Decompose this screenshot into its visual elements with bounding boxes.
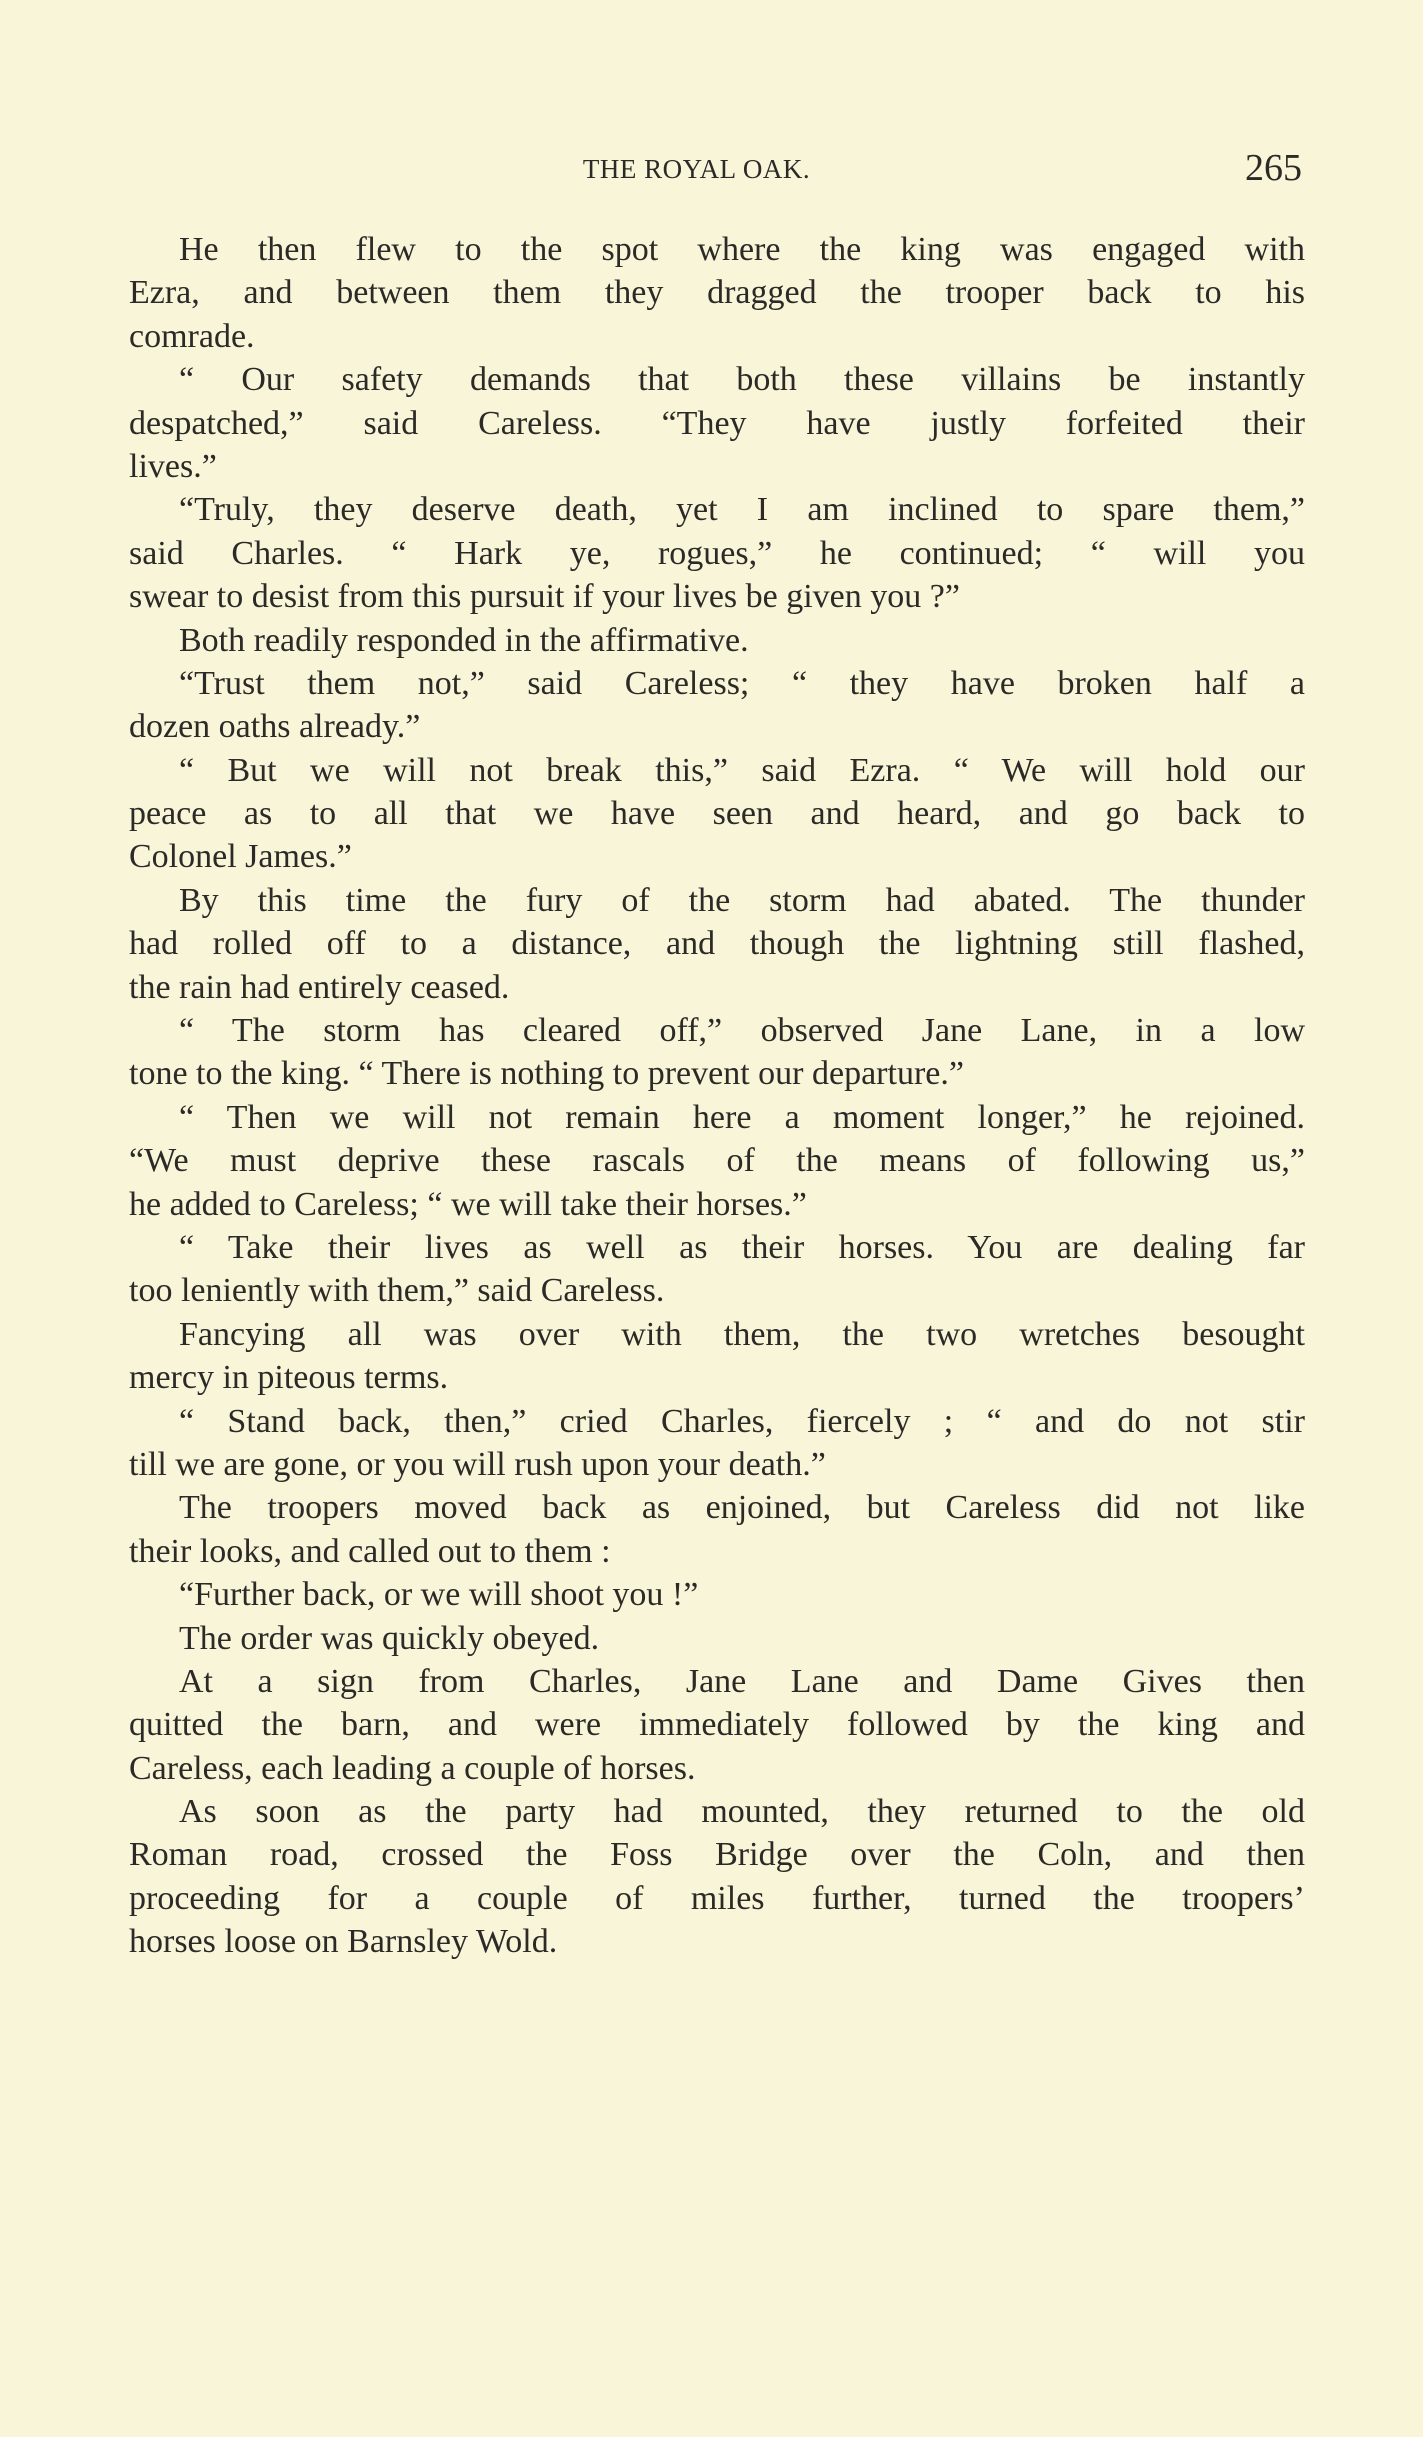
text-line: said Charles. “ Hark ye, rogues,” he continued; “ will you [129,534,1305,572]
text-line: By this time the fury of the storm had abated. The thunder [179,881,1305,919]
text-line: despatched,” said Careless. “They have justly forfeited their [129,404,1305,442]
text-line: tone to the king. “ There is nothing to prevent our departure.” [129,1055,964,1093]
body-text [129,228,1305,1964]
text-line: “ Take their lives as well as their horses. You are dealing far [179,1228,1305,1266]
text-line: “Trust them not,” said Careless; “ they have broken half a [179,664,1305,702]
text-line: lives.” [129,447,217,485]
text-line: peace as to all that we have seen and heard, and go back to [129,795,1305,833]
text-line: quitted the barn, and were immediately followed by the king and [129,1706,1305,1744]
text-line: too leniently with them,” said Careless. [129,1272,665,1310]
text-line: mercy in piteous terms. [129,1359,449,1397]
text-line: “ But we will not break this,” said Ezra. “ We will hold our [179,751,1305,789]
text-line: As soon as the party had mounted, they returned to the old [179,1793,1305,1831]
text-line: He then flew to the spot where the king was engaged with [179,231,1305,268]
text-line: horses loose on Barnsley Wold. [129,1923,558,1961]
text-line: Fancying all was over with them, the two wretches besought [179,1315,1305,1353]
text-line: At a sign from Charles, Jane Lane and Dame Gives then [179,1662,1305,1700]
running-head [0,147,1423,190]
text-line: “ The storm has cleared off,” observed Jane Lane, in a low [179,1012,1305,1050]
text-line: “ Stand back, then,” cried Charles, fiercely ; “ and do not stir [179,1402,1305,1440]
text-line: their looks, and called out to them : [129,1532,611,1570]
text-line: comrade. [129,317,255,355]
running-title: THE ROYAL OAK. [582,154,811,184]
text-line: swear to desist from this pursuit if your lives be given you ?” [129,578,960,616]
text-line: Roman road, crossed the Foss Bridge over the Coln, and then [129,1836,1305,1874]
text-line: “Further back, or we will shoot you !” [179,1576,699,1614]
text-line: the rain had entirely ceased. [129,968,510,1006]
text-line: Colonel James.” [129,838,352,876]
text-line: had rolled off to a distance, and though the lightning still flashed, [129,925,1305,963]
text-line: Careless, each leading a couple of horses. [129,1749,696,1787]
text-line: dozen oaths already.” [129,708,421,746]
text-line: “ Then we will not remain here a moment longer,” he rejoined. [179,1098,1305,1136]
text-line: till we are gone, or you will rush upon your death.” [129,1445,826,1483]
text-line: Both readily responded in the affirmative. [179,621,749,659]
text-line: “Truly, they deserve death, yet I am inclined to spare them,” [179,491,1305,529]
text-line: The troopers moved back as enjoined, but Careless did not like [179,1489,1305,1527]
text-line: “ Our safety demands that both these villains be instantly [179,361,1305,399]
text-line: he added to Careless; “ we will take their horses.” [129,1185,807,1223]
text-line: Ezra, and between them they dragged the trooper back to his [129,274,1305,312]
text-line: The order was quickly obeyed. [179,1619,600,1657]
page-number: 265 [1245,147,1302,189]
text-line: “We must deprive these rascals of the means of following us,” [129,1142,1305,1180]
text-line: proceeding for a couple of miles further, turned the troopers’ [129,1879,1305,1917]
